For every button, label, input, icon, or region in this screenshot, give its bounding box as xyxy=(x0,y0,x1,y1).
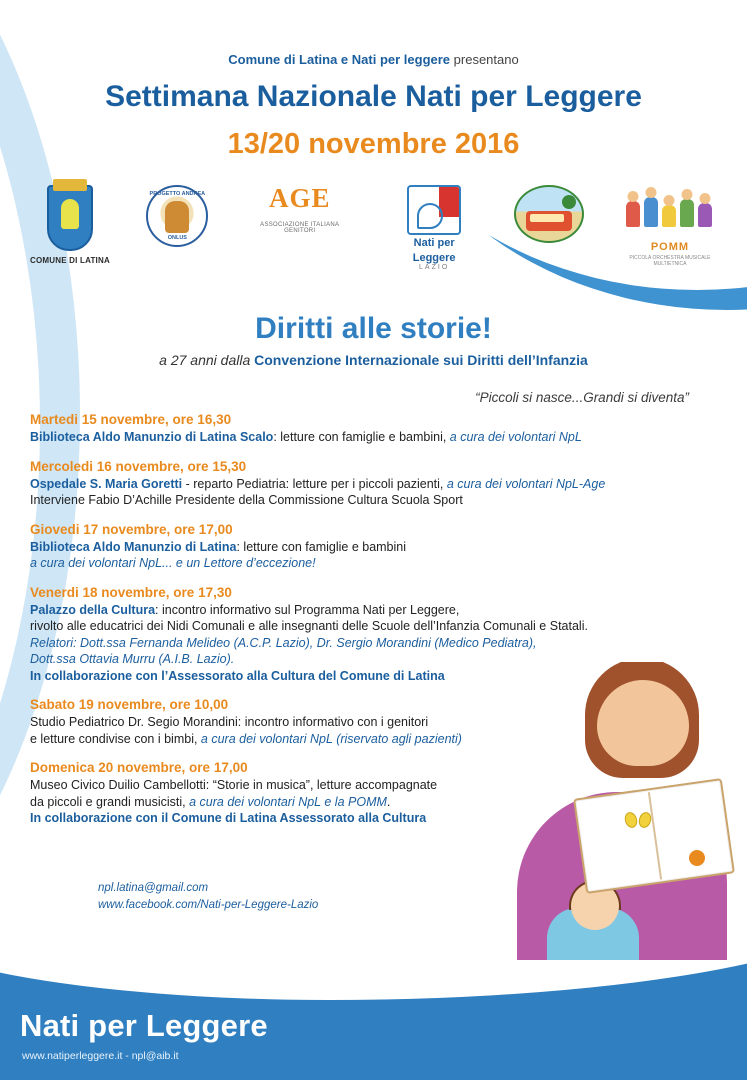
event-venue: In collaborazione con il Comune di Latina Assessorato alla Cultura xyxy=(30,811,427,825)
event-item xyxy=(30,459,720,509)
child-figure-icon xyxy=(662,205,676,227)
event-text: da piccoli e grandi musicisti, xyxy=(30,794,190,809)
child-figure-icon xyxy=(626,201,640,227)
pomm-logo xyxy=(620,185,720,267)
event-note: Relatori: Dott.ssa Fernanda Melideo (A.C.P. Lazio), Dr. Sergio Morandini (Medico Pediatra), xyxy=(30,635,537,650)
event-detail-line xyxy=(30,618,720,635)
statue-icon xyxy=(165,201,189,233)
event-note: a cura dei volontari NpL... e un Lettore d’eccezione! xyxy=(30,556,316,570)
event-note: a cura dei volontari NpL (riservato agli pazienti) xyxy=(200,731,462,746)
shield-emblem-icon xyxy=(61,199,79,229)
open-book-icon xyxy=(407,185,461,235)
event-venue: Biblioteca Aldo Manunzio di Latina Scalo xyxy=(30,430,274,444)
event-date: Giovedi 17 novembre, ore 17,00 xyxy=(30,521,233,537)
presenters-names: Comune di Latina e Nati per leggere xyxy=(228,52,451,67)
filibus-logo xyxy=(514,185,584,243)
footer-brand-title: Nati per Leggere xyxy=(20,1008,268,1043)
event-detail-line xyxy=(30,635,720,652)
convention-name: Convenzione Internazionale sui Diritti dell’Infanzia xyxy=(254,352,588,368)
event-text: : letture con famiglie e bambini, xyxy=(273,430,450,444)
flower-icon xyxy=(689,850,705,866)
page-title: Settimana Nazionale Nati per Leggere xyxy=(105,80,642,113)
presenters-verb: presentano xyxy=(450,52,519,67)
logo-strip xyxy=(30,185,720,303)
age-subtitle: ASSOCIAZIONE ITALIANA GENITORI xyxy=(260,222,340,234)
event-venue: Ospedale S. Maria Goretti xyxy=(30,476,183,491)
progetto-andrea-logo xyxy=(146,185,208,247)
tree-icon xyxy=(562,195,576,209)
event-venue: In collaborazione con l’Assessorato alla Cultura del Comune di Latina xyxy=(30,668,445,683)
butterfly-wing-right xyxy=(637,811,653,830)
presenters-line xyxy=(0,52,747,67)
contact-facebook[interactable]: www.facebook.com/Nati-per-Leggere-Lazio xyxy=(98,898,319,911)
circular-badge-icon xyxy=(146,185,208,247)
shield-icon xyxy=(47,185,93,251)
convention-line xyxy=(0,352,747,368)
pomm-wordmark: POMM xyxy=(650,241,690,253)
progetto-andrea-ring-top: PROGETTO ANDREA xyxy=(149,191,206,197)
contact-email[interactable]: npl.latina@gmail.com xyxy=(98,882,209,894)
bus-circle-icon xyxy=(514,185,584,243)
crown-icon xyxy=(53,179,87,191)
event-text: - reparto Pediatria: letture per i piccoli pazienti, xyxy=(182,476,447,491)
event-date: Domenica 20 novembre, ore 17,00 xyxy=(30,760,248,775)
event-text: Studio Pediatrico Dr. Segio Morandini: incontro informativo con i genitori xyxy=(30,715,429,729)
event-item xyxy=(30,522,720,572)
event-detail-line xyxy=(30,476,720,493)
npl-logo-line1: Nati per xyxy=(413,237,455,249)
event-text: Museo Civico Duilio Cambellotti: “Storie in musica”, letture accompagnate xyxy=(30,778,438,792)
butterfly-wing-left xyxy=(623,811,639,830)
npl-logo-region: LAZIO xyxy=(419,264,450,272)
event-detail-line xyxy=(30,539,720,556)
mother-face-icon xyxy=(597,680,689,766)
event-detail-line xyxy=(30,492,720,509)
bus-icon xyxy=(526,211,572,231)
event-venue: Palazzo della Cultura xyxy=(30,602,156,617)
comune-di-latina-logo xyxy=(30,185,110,265)
convention-prefix: a 27 anni dalla xyxy=(159,352,255,368)
event-date: Mercoledi 16 novembre, ore 15,30 xyxy=(30,458,247,474)
footer-curve-mask xyxy=(0,960,747,1000)
child-figure-icon xyxy=(698,203,712,227)
campaign-slogan: Diritti alle storie! xyxy=(255,312,492,345)
event-text: e letture condivise con i bimbi, xyxy=(30,731,201,746)
event-text: rivolto alle educatrici dei Nidi Comunali e alle insegnanti delle Scuole dell’Infanzia Comunali e Statali. xyxy=(30,619,588,633)
npl-logo-line2: Leggere xyxy=(412,251,456,264)
event-date: Venerdi 18 novembre, ore 17,30 xyxy=(30,584,232,600)
event-detail-line xyxy=(30,429,720,446)
event-detail-line xyxy=(30,555,720,572)
event-text: Interviene Fabio D’Achille Presidente della Commissione Cultura Scuola Sport xyxy=(30,493,463,507)
event-date-range: 13/20 novembre 2016 xyxy=(227,128,520,160)
event-date: Sabato 19 novembre, ore 10,00 xyxy=(30,697,229,712)
event-detail-line xyxy=(30,602,720,619)
comune-logo-caption: COMUNE DI LATINA xyxy=(30,256,110,265)
event-item xyxy=(30,412,720,446)
child-figure-icon xyxy=(644,197,658,227)
motto-quote: “Piccoli si nasce...Grandi si diventa” xyxy=(475,390,689,405)
event-note: a cura dei volontari NpL e la POMM xyxy=(189,794,387,809)
progetto-andrea-ring-bottom: ONLUS xyxy=(167,235,187,241)
event-text: : letture con famiglie e bambini xyxy=(236,539,407,554)
mother-and-child-illustration xyxy=(467,662,747,962)
event-text: : incontro informativo sul Programma Nati per Leggere, xyxy=(155,602,460,617)
event-note: a cura dei volontari NpL xyxy=(449,430,582,444)
butterfly-icon xyxy=(625,812,651,830)
footer-website: www.natiperleggere.it - npl@aib.it xyxy=(22,1050,179,1062)
age-wordmark: AGE xyxy=(268,183,331,213)
event-note: a cura dei volontari NpL-Age xyxy=(446,476,606,491)
contact-block xyxy=(98,880,318,913)
event-venue: Biblioteca Aldo Manunzio di Latina xyxy=(30,539,237,554)
pomm-subtitle: PICCOLA ORCHESTRA MUSICALE MULTIETNICA xyxy=(629,255,711,267)
nati-per-leggere-lazio-logo xyxy=(391,185,477,271)
event-note: Dott.ssa Ottavia Murru (A.I.B. Lazio). xyxy=(30,652,235,666)
children-group-icon xyxy=(620,185,720,241)
event-text: . xyxy=(386,794,391,809)
event-date: Martedi 15 novembre, ore 16,30 xyxy=(30,412,232,427)
child-figure-icon xyxy=(680,199,694,227)
age-logo xyxy=(245,185,355,234)
